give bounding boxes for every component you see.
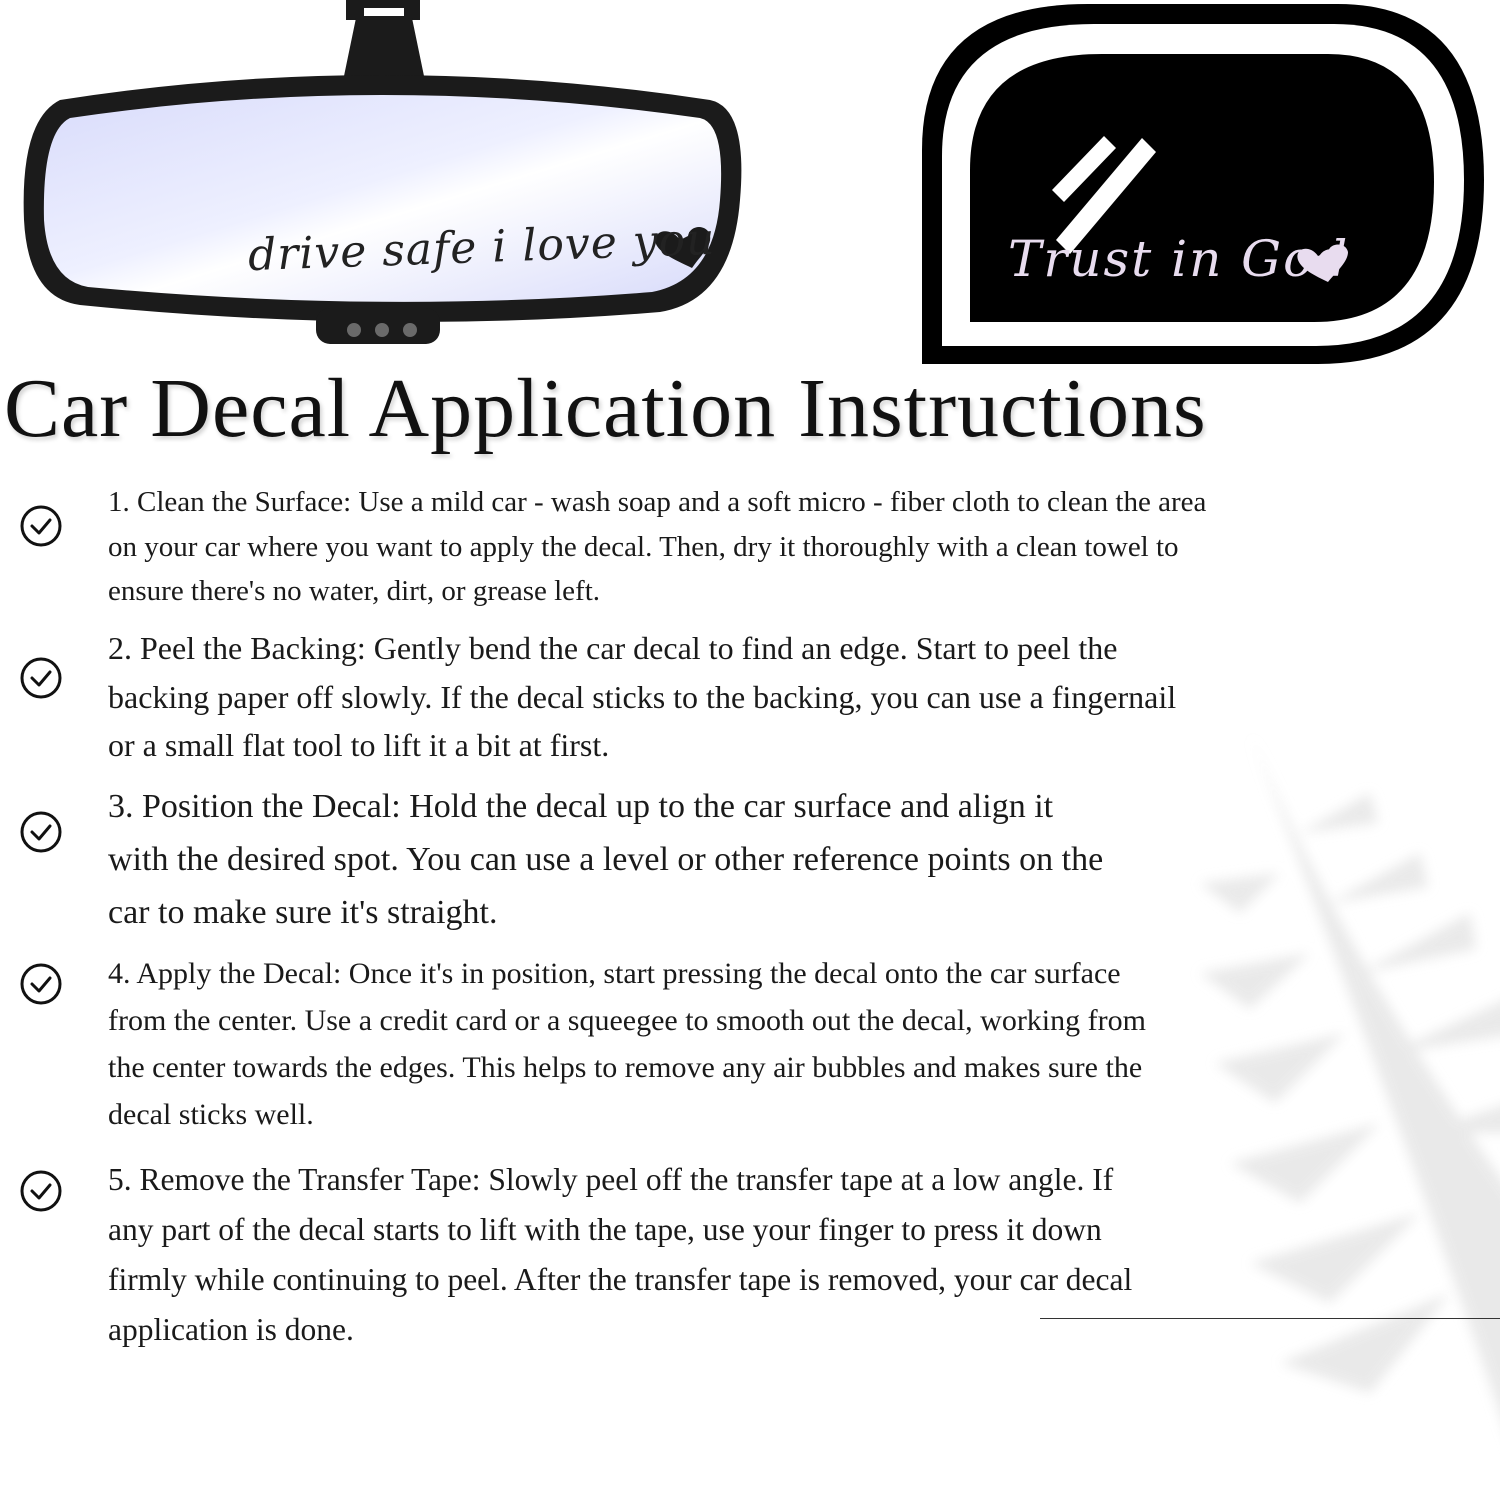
step-text: 3. Position the Decal: Hold the decal up to the car surface and align it with the desired spot. You can use a level or other reference points on the car to make sure it's straight.: [108, 788, 1104, 931]
step-text: 1. Clean the Surface: Use a mild car - wash soap and a soft micro - fiber cloth to clean the area on your car where you want to apply the decal. Then, dry it thoroughly with a clean towel to ensure there's no water, dirt, or grease left.: [108, 486, 1207, 607]
car-window-illustration: [918, 0, 1488, 368]
palm-leaf-shadow: [1120, 673, 1500, 1493]
window-graphic: [918, 0, 1488, 368]
step-text: 2. Peel the Backing: Gently bend the car decal to find an edge. Start to peel the backing paper off slowly. If the decal sticks to the backing, you can use a fingernail or a small flat tool to lift it a bit at first.: [108, 630, 1177, 763]
rearview-mirror-illustration: [20, 0, 750, 350]
mirror-graphic: [20, 0, 750, 350]
step-text: 5. Remove the Transfer Tape: Slowly peel off the transfer tape at a low angle. If any part of the decal starts to lift with the tape, use your finger to press it down firmly while continuing to peel. After the transfer tape is removed, your car decal application is done.: [108, 1162, 1133, 1347]
check-circle-icon: [19, 1169, 63, 1213]
check-circle-icon: [19, 962, 63, 1006]
check-circle-icon: [19, 810, 63, 854]
mirror-decal-text: drive safe i love you: [247, 213, 717, 282]
check-circle-icon: [19, 504, 63, 548]
divider-line: [1040, 1318, 1500, 1319]
window-decal-text: Trust in God: [1008, 230, 1350, 288]
check-circle-icon: [19, 656, 63, 700]
step-text: 4. Apply the Decal: Once it's in position, start pressing the decal onto the car surface from the center. Use a credit card or a squeegee to smooth out the decal, working from the center towards the edges. This helps to remove any air bubbles and makes sure the decal sticks well.: [108, 957, 1146, 1131]
page-title: Car Decal Application Instructions: [4, 362, 1207, 455]
